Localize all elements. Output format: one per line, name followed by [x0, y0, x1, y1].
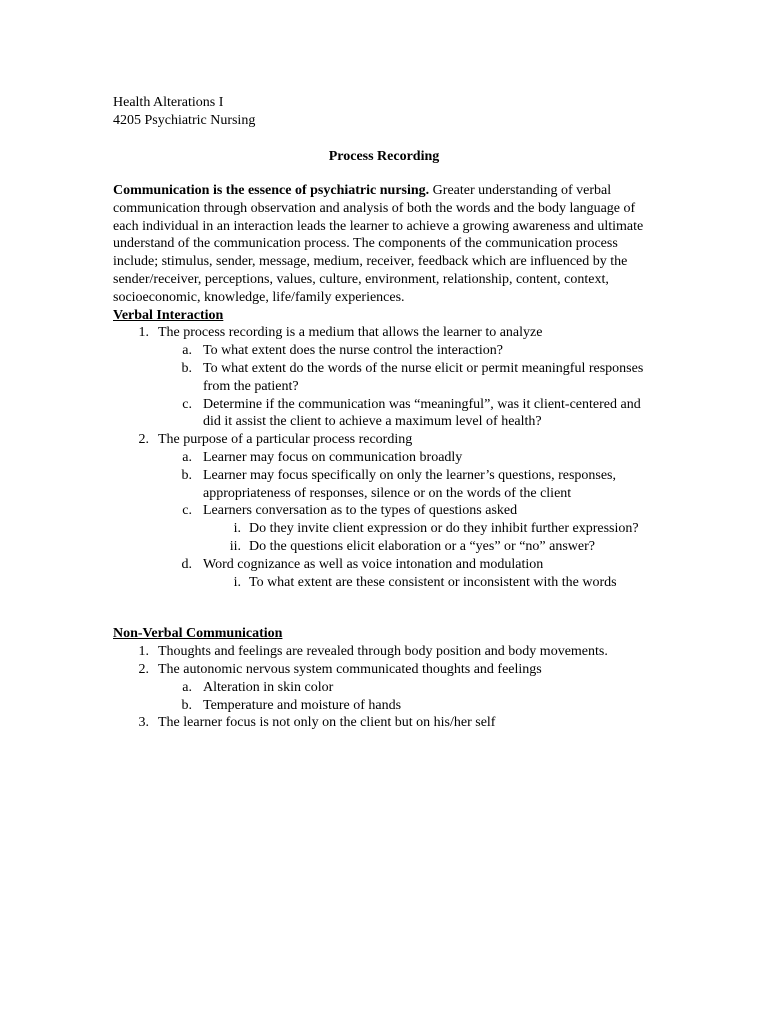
list-item-text: To what extent does the nurse control the interaction?	[203, 343, 503, 359]
verbal-heading: Verbal Interaction	[113, 307, 224, 323]
list-item	[113, 520, 653, 538]
document-body	[113, 182, 653, 732]
list-item-text: To what extent are these consistent or inconsistent with the words	[249, 574, 617, 590]
list-item	[113, 502, 653, 520]
list-item-text: Learner may focus specifically on only the learner’s questions, responses, appropriateness of responses, silence or on the words of the client	[203, 467, 616, 501]
list-item-text: Alteration in skin color	[203, 679, 334, 695]
list-item	[113, 538, 653, 556]
list-marker: c.	[182, 503, 192, 519]
list-item	[113, 697, 653, 715]
list-item	[113, 449, 653, 467]
course-name: Health Alterations I	[113, 95, 224, 110]
list-marker: b.	[181, 467, 192, 483]
list-item-text: Learner may focus on communication broadly	[203, 449, 463, 465]
list-marker: i.	[233, 574, 241, 590]
intro-lead: Communication is the essence of psychiatric nursing.	[113, 183, 430, 198]
intro-paragraph	[113, 182, 653, 307]
section-spacer	[113, 591, 653, 625]
list-item	[113, 679, 653, 697]
list-item	[113, 574, 653, 592]
list-marker: b.	[181, 697, 192, 713]
list-item	[113, 714, 653, 732]
list-item-text: Thoughts and feelings are revealed through body position and body movements.	[158, 644, 608, 660]
list-item-text: Temperature and moisture of hands	[203, 697, 402, 713]
nonverbal-heading: Non-Verbal Communication	[113, 626, 283, 642]
list-item-text: The autonomic nervous system communicated thoughts and feelings	[158, 661, 542, 677]
list-marker: 3.	[138, 715, 149, 731]
document-header	[113, 94, 255, 130]
list-item-text: Do they invite client expression or do they inhibit further expression?	[249, 521, 639, 537]
list-item	[113, 661, 653, 679]
list-marker: i.	[233, 521, 241, 537]
list-item-text: The learner focus is not only on the client but on his/her self	[158, 715, 496, 731]
course-number: 4205 Psychiatric Nursing	[113, 112, 256, 128]
list-item	[113, 342, 653, 360]
list-marker: a.	[182, 343, 192, 359]
list-item-text: Do the questions elicit elaboration or a “yes” or “no” answer?	[249, 538, 595, 554]
intro-body: Greater understanding of verbal communication through observation and analysis of both the words and the body language of each individual in an interaction leads the learner to achieve a growing awareness and ultimate understand of the communication process. The components of the communication process include; stimulus, sender, message, medium, receiver, feedback which are influenced by the sender/receiver, perceptions, values, culture, environment, relationship, content, context, socioeconomic, knowledge, life/family experiences.	[113, 183, 644, 305]
list-item-text: Learners conversation as to the types of questions asked	[203, 503, 518, 519]
list-item	[113, 467, 653, 503]
list-item-text: To what extent do the words of the nurse elicit or permit meaningful responses from the patient?	[203, 360, 644, 394]
list-item	[113, 431, 653, 449]
list-item	[113, 643, 653, 661]
list-item	[113, 324, 653, 342]
list-item	[113, 360, 653, 396]
list-marker: c.	[182, 396, 192, 412]
list-marker: a.	[182, 679, 192, 695]
list-item-text: The process recording is a medium that allows the learner to analyze	[158, 325, 543, 341]
list-item	[113, 556, 653, 574]
list-marker: 1.	[138, 325, 149, 341]
list-item-text: Word cognizance as well as voice intonation and modulation	[203, 556, 544, 572]
list-item-text: Determine if the communication was “meaningful”, was it client-centered and did it assist the client to achieve a maximum level of health?	[203, 396, 641, 430]
document-title: Process Recording	[328, 149, 440, 164]
list-marker: ii.	[229, 538, 241, 554]
list-marker: b.	[181, 360, 192, 376]
list-item-text: The purpose of a particular process recording	[158, 432, 413, 448]
list-marker: 1.	[138, 644, 149, 660]
list-marker: d.	[181, 556, 192, 572]
list-marker: 2.	[138, 661, 149, 677]
list-marker: 2.	[138, 432, 149, 448]
list-item	[113, 396, 653, 432]
list-marker: a.	[182, 449, 192, 465]
